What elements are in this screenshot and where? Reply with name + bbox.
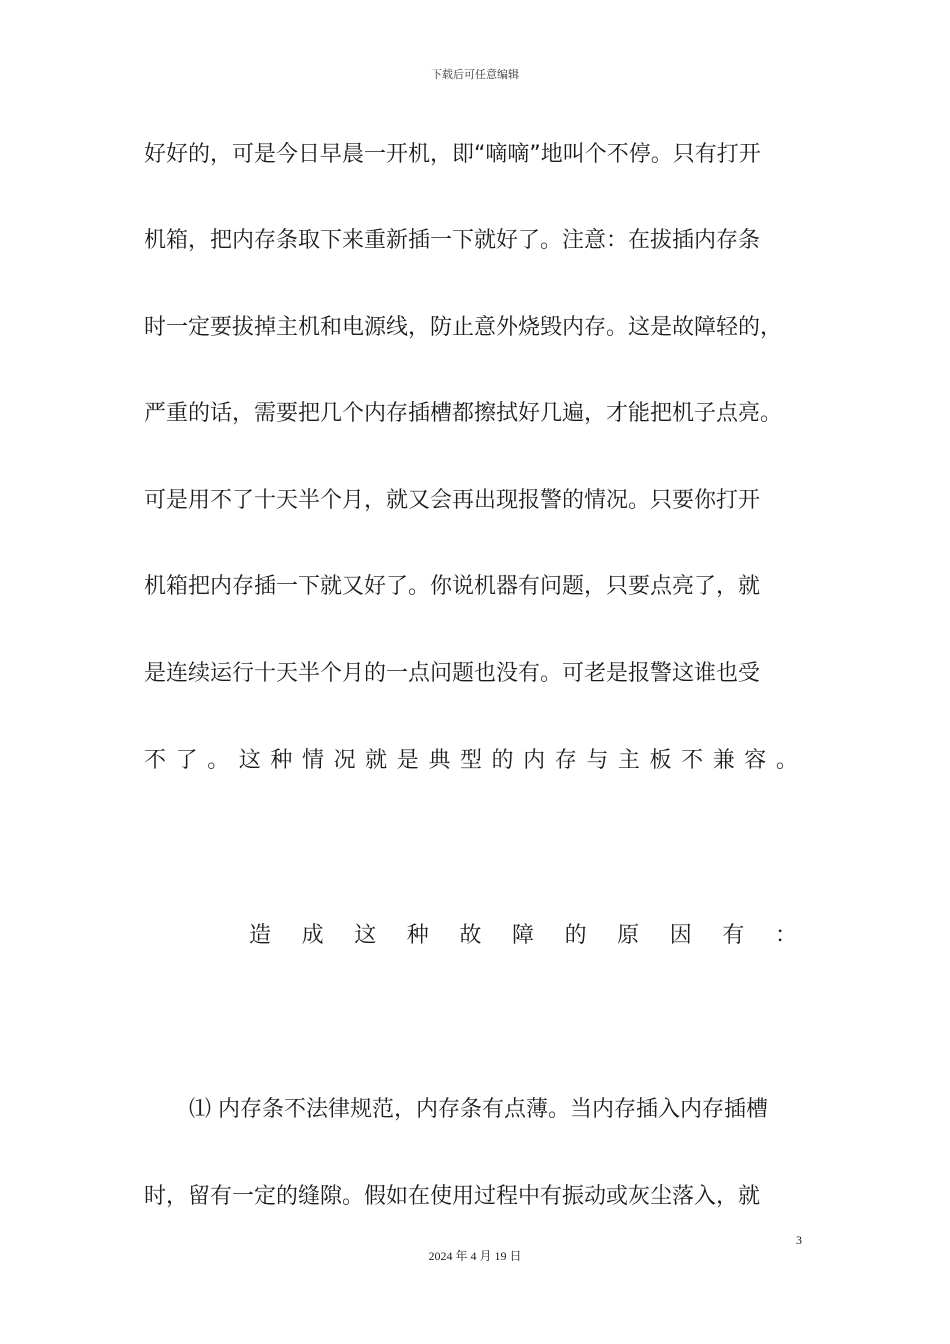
page-number: 3 bbox=[796, 1233, 802, 1247]
paragraph-line-3: 时一定要拔掉主机和电源线，防止意外烧毁内存。这是故障轻的， bbox=[144, 315, 783, 340]
paragraph-line-5: 可是用不了十天半个月，就又会再出现报警的情况。只要你打开 bbox=[144, 488, 761, 513]
paragraph-line-4: 严重的话，需要把几个内存插槽都擦拭好几遍，才能把机子点亮。 bbox=[144, 401, 783, 426]
paragraph-line-2: 机箱，把内存条取下来重新插一下就好了。注意：在拔插内存条 bbox=[144, 228, 761, 253]
paragraph-line-7: 是连续运行十天半个月的一点问题也没有。可老是报警这谁也受 bbox=[144, 661, 761, 686]
paragraph-line-8: 不 了 。 这 种 情 况 就 是 典 型 的 内 存 与 主 板 不 兼 容 。 bbox=[144, 748, 798, 773]
footer-date: 2024 年 4 月 19 日 bbox=[428, 1249, 522, 1263]
page-header: 下载后可任意编辑 bbox=[431, 68, 519, 81]
list-item-line-1: ⑴ 内存条不法律规范，内存条有点薄。当内存插入内存插槽 bbox=[189, 1097, 768, 1122]
paragraph-line-6: 机箱把内存插一下就又好了。你说机器有问题，只要点亮了，就 bbox=[144, 574, 761, 599]
list-item-line-2: 时，留有一定的缝隙。假如在使用过程中有振动或灰尘落入，就 bbox=[144, 1184, 761, 1209]
section-heading: 造 成 这 种 故 障 的 原 因 有 ： bbox=[249, 923, 797, 948]
paragraph-line-1: 好好的，可是今日早晨一开机，即“嘀嘀”地叫个不停。只有打开 bbox=[144, 142, 761, 167]
